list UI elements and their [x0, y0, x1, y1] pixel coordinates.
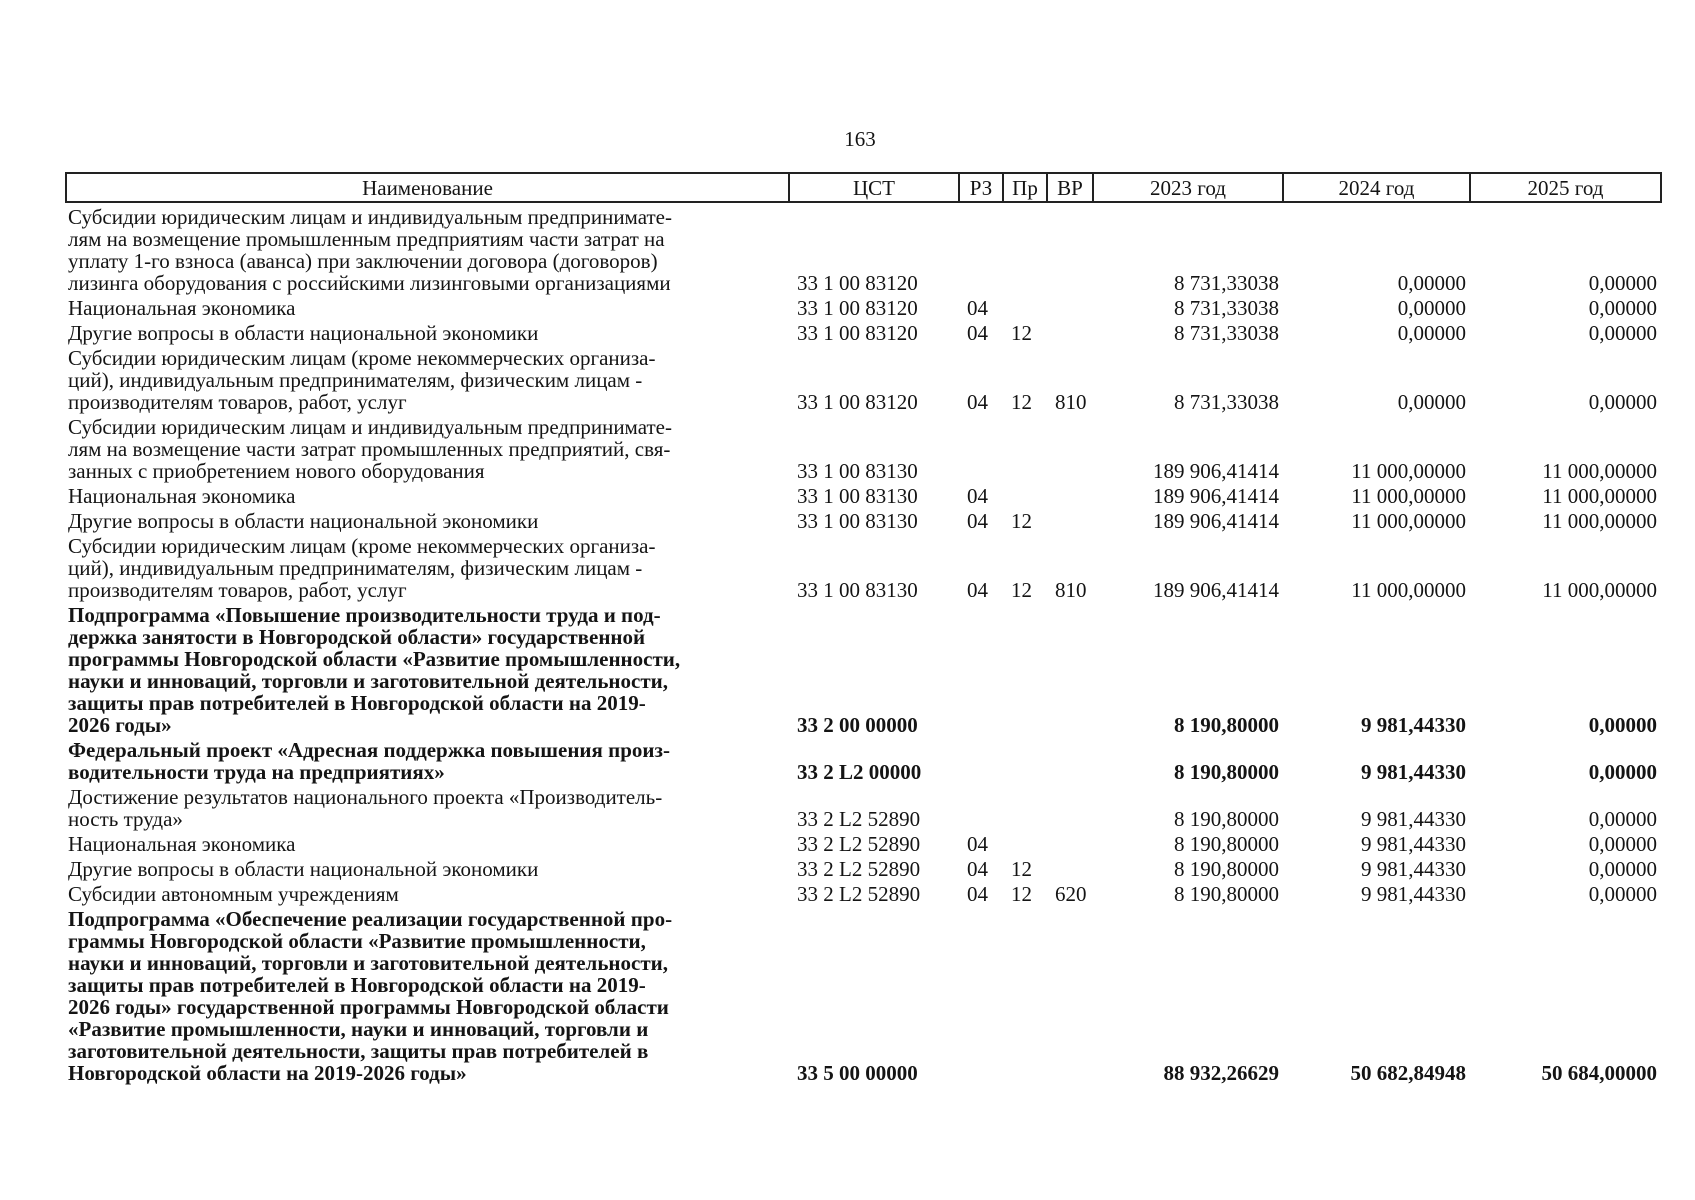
- table-row: [66, 413, 1661, 482]
- table-row: [66, 783, 1661, 830]
- row-name: Национальная экономика: [68, 484, 296, 508]
- row-pr: [1003, 601, 1047, 736]
- row-cst: 33 1 00 83120: [797, 390, 918, 414]
- row-vr: 620: [1055, 882, 1087, 906]
- row-pr: 12: [1011, 509, 1032, 533]
- row-2023: 189 906,41414: [1153, 484, 1279, 508]
- table-row: [66, 830, 1661, 855]
- row-pr: [1003, 830, 1047, 855]
- row-rz: 04: [967, 857, 988, 881]
- row-cst: 33 1 00 83120: [797, 271, 918, 295]
- row-2024: 9 981,44330: [1361, 807, 1466, 831]
- row-2023: 8 731,33038: [1174, 296, 1279, 320]
- row-cst: 33 2 L2 00000: [797, 760, 922, 784]
- table-row: [66, 344, 1661, 413]
- row-rz: 04: [967, 484, 988, 508]
- row-pr: [1003, 783, 1047, 830]
- row-cst: 33 2 L2 52890: [797, 807, 921, 831]
- row-name: Субсидии юридическим лицам и индивидуальным предпринимате- лям на возмещение промышленным предприятиям части затрат на уплату 1-го взноса (аванса) при заключении договора (договоров) лизинга оборудования с российскими лизинговыми организациями: [68, 205, 672, 295]
- row-2024: 9 981,44330: [1361, 713, 1466, 737]
- row-pr: 12: [1011, 578, 1032, 602]
- row-name: Национальная экономика: [68, 296, 296, 320]
- table-row: [66, 482, 1661, 507]
- table-row: [66, 880, 1661, 905]
- row-pr: [1003, 294, 1047, 319]
- header-2024: 2024 год: [1283, 173, 1470, 202]
- row-2023: 8 731,33038: [1174, 321, 1279, 345]
- row-vr: 810: [1055, 578, 1087, 602]
- row-name: Субсидии юридическим лицам (кроме некоммерческих организа- ций), индивидуальным предпринимателям, физическим лицам - производителям товаров, работ, услуг: [68, 346, 656, 414]
- row-rz: 04: [967, 882, 988, 906]
- table-row: [66, 855, 1661, 880]
- row-2024: 9 981,44330: [1361, 760, 1466, 784]
- row-2025: 11 000,00000: [1542, 509, 1657, 533]
- budget-table: [65, 172, 1662, 1084]
- row-vr: [1047, 905, 1093, 1084]
- row-2025: 0,00000: [1588, 882, 1657, 906]
- row-2023: 8 190,80000: [1174, 760, 1279, 784]
- row-2023: 8 190,80000: [1174, 807, 1279, 831]
- row-2023: 189 906,41414: [1153, 509, 1279, 533]
- row-rz: 04: [967, 390, 988, 414]
- row-rz: [959, 601, 1003, 736]
- row-pr: [1003, 482, 1047, 507]
- row-2023: 8 190,80000: [1174, 882, 1279, 906]
- row-rz: [959, 905, 1003, 1084]
- row-2025: 11 000,00000: [1542, 484, 1657, 508]
- table-row: [66, 507, 1661, 532]
- header-cst: ЦСТ: [789, 173, 959, 202]
- row-cst: 33 2 L2 52890: [797, 882, 921, 906]
- row-2024: 0,00000: [1397, 321, 1466, 345]
- row-pr: 12: [1011, 390, 1032, 414]
- row-rz: 04: [967, 578, 988, 602]
- table-row: [66, 736, 1661, 783]
- row-pr: 12: [1011, 857, 1032, 881]
- row-2025: 0,00000: [1588, 390, 1657, 414]
- row-name: Другие вопросы в области национальной экономики: [68, 857, 539, 881]
- row-rz: [959, 202, 1003, 294]
- row-2023: 8 731,33038: [1174, 390, 1279, 414]
- row-vr: [1047, 413, 1093, 482]
- row-2025: 0,00000: [1588, 857, 1657, 881]
- page-number: 163: [844, 127, 876, 151]
- row-name: Субсидии юридическим лицам (кроме некоммерческих организа- ций), индивидуальным предпринимателям, физическим лицам - производителям товаров, работ, услуг: [68, 534, 656, 602]
- row-2025: 0,00000: [1588, 760, 1657, 784]
- row-cst: 33 1 00 83130: [797, 509, 918, 533]
- row-2025: 0,00000: [1588, 271, 1657, 295]
- table-row: [66, 202, 1661, 294]
- row-name: Субсидии юридическим лицам и индивидуальным предпринимате- лям на возмещение части затрат промышленных предприятий, свя- занных с приобретением нового оборудования: [68, 415, 672, 483]
- table-body: [66, 202, 1661, 1084]
- header-2025: 2025 год: [1470, 173, 1661, 202]
- row-2023: 8 190,80000: [1174, 832, 1279, 856]
- row-rz: [959, 413, 1003, 482]
- row-2025: 11 000,00000: [1542, 459, 1657, 483]
- row-2025: 0,00000: [1588, 296, 1657, 320]
- table-row: [66, 294, 1661, 319]
- row-2024: 9 981,44330: [1361, 882, 1466, 906]
- row-rz: 04: [967, 321, 988, 345]
- header-2023: 2023 год: [1093, 173, 1283, 202]
- row-vr: [1047, 601, 1093, 736]
- row-pr: 12: [1011, 882, 1032, 906]
- row-2023: 8 731,33038: [1174, 271, 1279, 295]
- row-name: Другие вопросы в области национальной экономики: [68, 321, 539, 345]
- table-row: [66, 601, 1661, 736]
- row-rz: 04: [967, 296, 988, 320]
- row-vr: [1047, 507, 1093, 532]
- row-2023: 189 906,41414: [1153, 459, 1279, 483]
- row-name: Подпрограмма «Повышение производительности труда и под- держка занятости в Новгородской области» государственной программы Новгородской области «Развитие промышленности, науки и инноваций, торговли и заготовительной деятельности, защиты прав потребителей в Новгородской области на 2019- 2026 годы»: [68, 603, 681, 737]
- row-vr: [1047, 319, 1093, 344]
- row-2025: 0,00000: [1588, 321, 1657, 345]
- row-cst: 33 5 00 00000: [797, 1061, 918, 1085]
- row-2024: 0,00000: [1397, 271, 1466, 295]
- row-name: Национальная экономика: [68, 832, 296, 856]
- row-2025: 11 000,00000: [1542, 578, 1657, 602]
- row-2023: 8 190,80000: [1174, 713, 1279, 737]
- row-2024: 0,00000: [1397, 296, 1466, 320]
- table-row: [66, 319, 1661, 344]
- row-cst: 33 2 L2 52890: [797, 832, 921, 856]
- row-name: Достижение результатов национального проекта «Производитель- ность труда»: [68, 785, 663, 831]
- row-cst: 33 1 00 83120: [797, 321, 918, 345]
- row-vr: [1047, 202, 1093, 294]
- row-name: Подпрограмма «Обеспечение реализации государственной про- граммы Новгородской области «Развитие промышленности, науки и инноваций, торговли и заготовительной деятельности, защиты прав потребителей в Новгородской области на 2019- 2026 годы» государственной программы Новгородской области «Развитие промышленности, науки и инноваций, торговли и заготовительной деятельности, защиты прав потребителей в Новгородской области на 2019-2026 годы»: [68, 907, 673, 1085]
- table-row: [66, 905, 1661, 1084]
- row-pr: [1003, 905, 1047, 1084]
- row-vr: 810: [1055, 390, 1087, 414]
- header-pr: Пр: [1003, 173, 1047, 202]
- row-2024: 50 682,84948: [1350, 1061, 1466, 1085]
- row-2023: 88 932,26629: [1163, 1061, 1279, 1085]
- header-vr: ВР: [1047, 173, 1093, 202]
- row-2023: 8 190,80000: [1174, 857, 1279, 881]
- row-rz: 04: [967, 509, 988, 533]
- row-2025: 50 684,00000: [1541, 1061, 1657, 1085]
- row-2024: 0,00000: [1397, 390, 1466, 414]
- row-2025: 0,00000: [1588, 807, 1657, 831]
- row-cst: 33 1 00 83130: [797, 484, 918, 508]
- row-2024: 11 000,00000: [1351, 459, 1466, 483]
- table-row: [66, 532, 1661, 601]
- header-rz: РЗ: [959, 173, 1003, 202]
- row-cst: 33 1 00 83130: [797, 578, 918, 602]
- row-cst: 33 1 00 83130: [797, 459, 918, 483]
- row-pr: [1003, 736, 1047, 783]
- row-2025: 0,00000: [1588, 713, 1657, 737]
- row-cst: 33 2 00 00000: [797, 713, 918, 737]
- row-vr: [1047, 855, 1093, 880]
- row-vr: [1047, 294, 1093, 319]
- row-vr: [1047, 736, 1093, 783]
- row-vr: [1047, 783, 1093, 830]
- row-vr: [1047, 482, 1093, 507]
- row-2023: 189 906,41414: [1153, 578, 1279, 602]
- row-2024: 9 981,44330: [1361, 832, 1466, 856]
- table-header-row: [66, 173, 1661, 202]
- row-pr: [1003, 202, 1047, 294]
- row-name: Субсидии автономным учреждениям: [68, 882, 399, 906]
- row-2024: 11 000,00000: [1351, 484, 1466, 508]
- row-2024: 9 981,44330: [1361, 857, 1466, 881]
- row-rz: [959, 736, 1003, 783]
- row-cst: 33 1 00 83120: [797, 296, 918, 320]
- row-pr: [1003, 413, 1047, 482]
- row-cst: 33 2 L2 52890: [797, 857, 921, 881]
- row-2024: 11 000,00000: [1351, 509, 1466, 533]
- row-rz: 04: [967, 832, 988, 856]
- row-name: Федеральный проект «Адресная поддержка повышения произ- водительности труда на предприятиях»: [68, 738, 670, 784]
- row-rz: [959, 783, 1003, 830]
- row-2025: 0,00000: [1588, 832, 1657, 856]
- row-vr: [1047, 830, 1093, 855]
- row-2024: 11 000,00000: [1351, 578, 1466, 602]
- header-name: Наименование: [66, 173, 789, 202]
- row-pr: 12: [1011, 321, 1032, 345]
- row-name: Другие вопросы в области национальной экономики: [68, 509, 539, 533]
